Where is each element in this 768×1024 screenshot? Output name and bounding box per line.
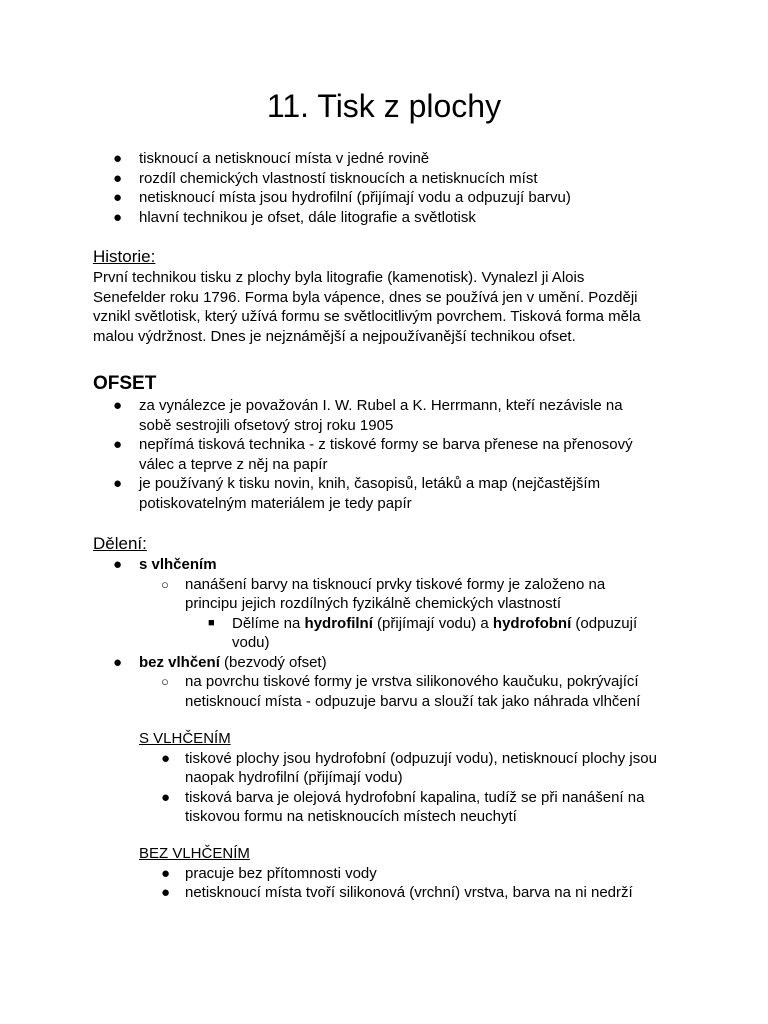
historie-heading: Historie: [93,247,156,266]
list-item: ● za vynálezce je považován I. W. Rubel a K. Herrmann, kteří nezávisle na sobě sestrojili ofsetový stroj roku 1905 [113,397,623,434]
bez-vlhcenim-section [93,844,693,903]
list-item: ○ na povrchu tiskové formy je vrstva silikonového kaučuku, pokrývající netisknoucí místa - odpuzuje barvu a slouží tak jako náhrada vlhčení [161,673,641,710]
s-vlhcenim-heading: S VLHČENÍM [139,730,231,747]
list-item: ● s vlhčením [113,556,217,573]
list-item: ● netisknoucí místa jsou hydrofilní (přijímají vodu a odpuzují barvu) [113,189,571,206]
bullet-icon: ● [113,397,123,414]
bez-vlhcenim-list [93,864,693,903]
ofset-section [93,372,693,513]
list-item: ● nepřímá tisková technika - z tiskové formy se barva přenese na přenosový válec a teprve z něj na papír [113,436,633,473]
page-title: 11. Tisk z plochy [266,88,502,124]
list-item: ● netisknoucí místa tvoří silikonová (vrchní) vrstva, barva na ni nedrží [161,884,633,901]
bullet-icon: ● [161,749,171,767]
square-bullet-icon: ■ [208,616,215,629]
list-item: ● je používaný k tisku novin, knih, časopisů, letáků a map (nejčastějším potiskovatelným materiálem je tedy papír [113,475,601,512]
list-item: ● tiskové plochy jsou hydrofobní (odpuzují vodu), netisknoucí plochy jsou naopak hydrofilní (přijímají vodu) [161,749,657,786]
ofset-heading: OFSET [93,373,157,394]
bullet-icon: ● [113,208,123,226]
list-item: ● bez vlhčení (bezvodý ofset) [113,653,327,671]
bullet-icon: ● [113,169,123,187]
list-item: ● rozdíl chemických vlastností tisknoucích a netisknucích míst [113,169,538,187]
s-vlhcenim-section [93,729,693,827]
bullet-icon: ● [113,189,123,206]
deleni-section [93,533,693,711]
bullet-icon: ● [113,436,123,453]
circle-bullet-icon: ○ [161,576,169,592]
bullet-icon: ● [161,788,171,806]
s-vlhcenim-list [93,749,693,827]
bullet-icon: ● [113,556,123,573]
list-item: ● tisknoucí a netisknoucí místa v jedné rovině [113,150,430,167]
intro-section [93,149,693,227]
list-item: ● tisková barva je olejová hydrofobní kapalina, tudíž se při nanášení na tiskovou formu na netisknoucích místech neuchytí [161,788,645,825]
bullet-icon: ● [161,884,171,901]
bullet-icon: ● [113,653,123,671]
bullet-icon: ● [161,864,171,882]
deleni-list [93,555,693,711]
deleni-heading: Dělení: [93,534,147,553]
list-item: ● hlavní technikou je ofset, dále litografie a světlotisk [113,208,476,226]
circle-bullet-icon: ○ [161,674,169,689]
bez-vlhcenim-heading: BEZ VLHČENÍM [139,845,250,862]
intro-list [93,149,693,227]
bullet-icon: ● [113,150,123,167]
list-item: ● pracuje bez přítomnosti vody [161,864,377,882]
ofset-list [93,396,693,513]
historie-paragraph: První technikou tisku z plochy byla litografie (kamenotisk). Vynalezl ji Alois Senefelder roku 1796. Forma byla vápence, dnes se používá jen v umění. Později vznikl světlotisk, který užívá formu se světlocitlivým povrchem. Tisková forma měla malou výdržnost. Dnes je nejznámější a nejpoužívanější technikou ofset. [93,269,641,345]
list-item: ■ Dělíme na hydrofilní (přijímají vodu) a hydrofobní (odpuzují vodu) [208,614,638,651]
historie-section [93,246,693,346]
bullet-icon: ● [113,475,123,492]
list-item: ○ nanášení barvy na tisknoucí prvky tiskové formy je založeno na principu jejich rozdílných fyzikálně chemických vlastností [161,575,606,612]
